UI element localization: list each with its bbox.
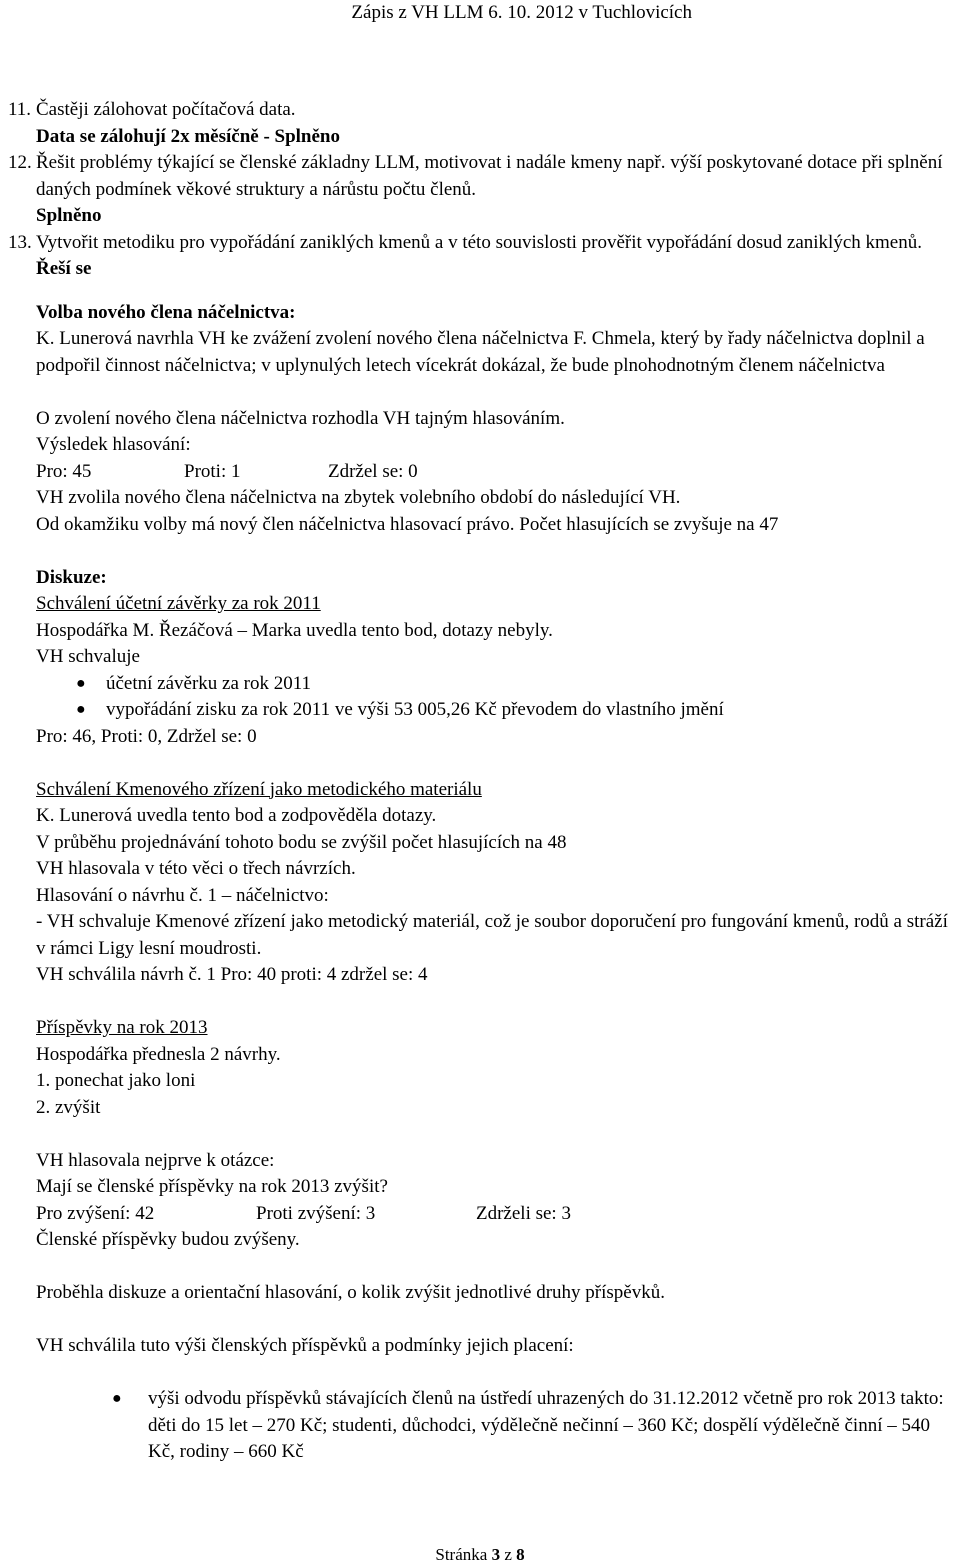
page-footer <box>0 1545 960 1565</box>
text-line: O zvolení nového člena náčelnictva rozhodla VH tajným hlasováním. <box>36 407 565 429</box>
item-number: 11. <box>8 99 32 120</box>
text-line: 1. ponechat jako loni <box>36 1070 196 1091</box>
vote-pro: Pro: 45 <box>36 460 92 482</box>
subsection-title: Schválení účetní závěrky za rok 2011 <box>36 593 321 614</box>
bullet-icon: ● <box>112 1390 122 1407</box>
vote-result: Pro: 46, Proti: 0, Zdržel se: 0 <box>36 725 257 747</box>
vote-proti: Proti: 1 <box>184 460 241 482</box>
text-line: 2. zvýšit <box>36 1096 101 1118</box>
vote-result <box>36 459 958 486</box>
footer-total-pages: 8 <box>516 1545 525 1564</box>
text-line: Od okamžiku volby má nový člen náčelnictva hlasovací právo. Počet hlasujících se zvyšuje na 47 <box>36 513 779 535</box>
footer-prefix: Stránka <box>435 1545 492 1564</box>
document-body <box>8 97 958 1466</box>
list-item <box>8 150 958 230</box>
vote-zdrzeli: Zdrželi se: 3 <box>476 1202 571 1224</box>
item-status: Data se zálohují 2x měsíčně - Splněno <box>36 125 340 147</box>
vote-result <box>36 1201 958 1228</box>
vote-proti: Proti zvýšení: 3 <box>256 1202 376 1224</box>
text-line: VH hlasovala nejprve k otázce: <box>36 1149 275 1171</box>
footer-mid: z <box>500 1545 517 1564</box>
item-text: Častěji zálohovat počítačová data. <box>36 99 296 120</box>
footer-page-number: 3 <box>491 1545 501 1564</box>
subsection-title: Příspěvky na rok 2013 <box>36 1017 208 1038</box>
bullet-text: výši odvodu příspěvků stávajících členů na ústředí uhrazených do 31.12.2012 včetně pro rok 2013 takto: děti do 15 let – 270 Kč; studenti, důchodci, výdělečně nečinní – 360 Kč; dospělí výdělečně činní – 540 Kč, rodiny – 660 Kč <box>148 1388 944 1462</box>
text-line: VH schválila návrh č. 1 Pro: 40 proti: 4 zdržel se: 4 <box>36 964 428 985</box>
paragraph: K. Lunerová navrhla VH ke zvážení zvolení nového člena náčelnictva F. Chmela, který by řady náčelnictva doplnil a podpořil činnost náčelnictva; v uplynulých letech vícekrát dokázal, že bude plnohodnotným členem náčelnictva <box>36 328 925 376</box>
bullet-text: vypořádání zisku za rok 2011 ve výši 53 005,26 Kč převodem do vlastního jmění <box>106 699 724 720</box>
bullet-text: účetní závěrku za rok 2011 <box>106 672 312 694</box>
bullet-icon: ● <box>76 701 86 718</box>
bullet-icon: ● <box>76 674 86 692</box>
text-line: VH zvolila nového člena náčelnictva na zbytek volebního období do následující VH. <box>36 487 681 508</box>
item-status: Splněno <box>36 205 102 226</box>
item-text: Řešit problémy týkající se členské základny LLM, motivovat i nadále kmeny např. výší poskytované dotace při splnění daných podmínek věkové struktury a nárůstu počtu členů. <box>36 152 943 200</box>
item-number: 13. <box>8 231 32 253</box>
text-line: Hospodářka M. Řezáčová – Marka uvedla tento bod, dotazy nebyly. <box>36 619 553 641</box>
item-text: Vytvořit metodiku pro vypořádání zaniklých kmenů a v této souvislosti prověřit vypořádání dosud zaniklých kmenů. <box>36 231 922 253</box>
text-line: Výsledek hlasování: <box>36 434 191 455</box>
text-line: Hospodářka přednesla 2 návrhy. <box>36 1043 281 1065</box>
text-line: Hlasování o návrhu č. 1 – náčelnictvo: <box>36 884 329 906</box>
bullet-item <box>8 671 958 698</box>
text-line: Proběhla diskuze a orientační hlasování, o kolik zvýšit jednotlivé druhy příspěvků. <box>36 1282 665 1303</box>
section-heading: Volba nového člena náčelnictva: <box>36 301 296 323</box>
item-status: Řeší se <box>36 258 92 279</box>
list-item <box>8 97 958 150</box>
bullet-item <box>8 1386 958 1466</box>
page-header: Zápis z VH LLM 6. 10. 2012 v Tuchlovicích <box>351 2 692 23</box>
text-line: VH schvaluje <box>36 646 140 667</box>
item-number: 12. <box>8 152 32 173</box>
text-line: VH hlasovala v této věci o třech návrzích. <box>36 858 356 879</box>
paragraph: - VH schvaluje Kmenové zřízení jako metodický materiál, což je soubor doporučení pro fungování kmenů, rodů a stráží v rámci Ligy lesní moudrosti. <box>36 911 948 959</box>
vote-pro: Pro zvýšení: 42 <box>36 1202 155 1224</box>
text-line: VH schválila tuto výši členských příspěvků a podmínky jejich placení: <box>36 1335 574 1356</box>
text-line: Mají se členské příspěvky na rok 2013 zvýšit? <box>36 1176 388 1197</box>
vote-zdrzel: Zdržel se: 0 <box>328 460 418 482</box>
bullet-item <box>8 697 958 724</box>
list-item <box>8 230 958 283</box>
text-line: Členské příspěvky budou zvýšeny. <box>36 1229 300 1250</box>
text-line: V průběhu projednávání tohoto bodu se zvýšil počet hlasujících na 48 <box>36 831 567 853</box>
section-heading: Diskuze: <box>36 566 107 588</box>
text-line: K. Lunerová uvedla tento bod a zodpověděla dotazy. <box>36 805 437 826</box>
subsection-title: Schválení Kmenového zřízení jako metodického materiálu <box>36 778 482 800</box>
